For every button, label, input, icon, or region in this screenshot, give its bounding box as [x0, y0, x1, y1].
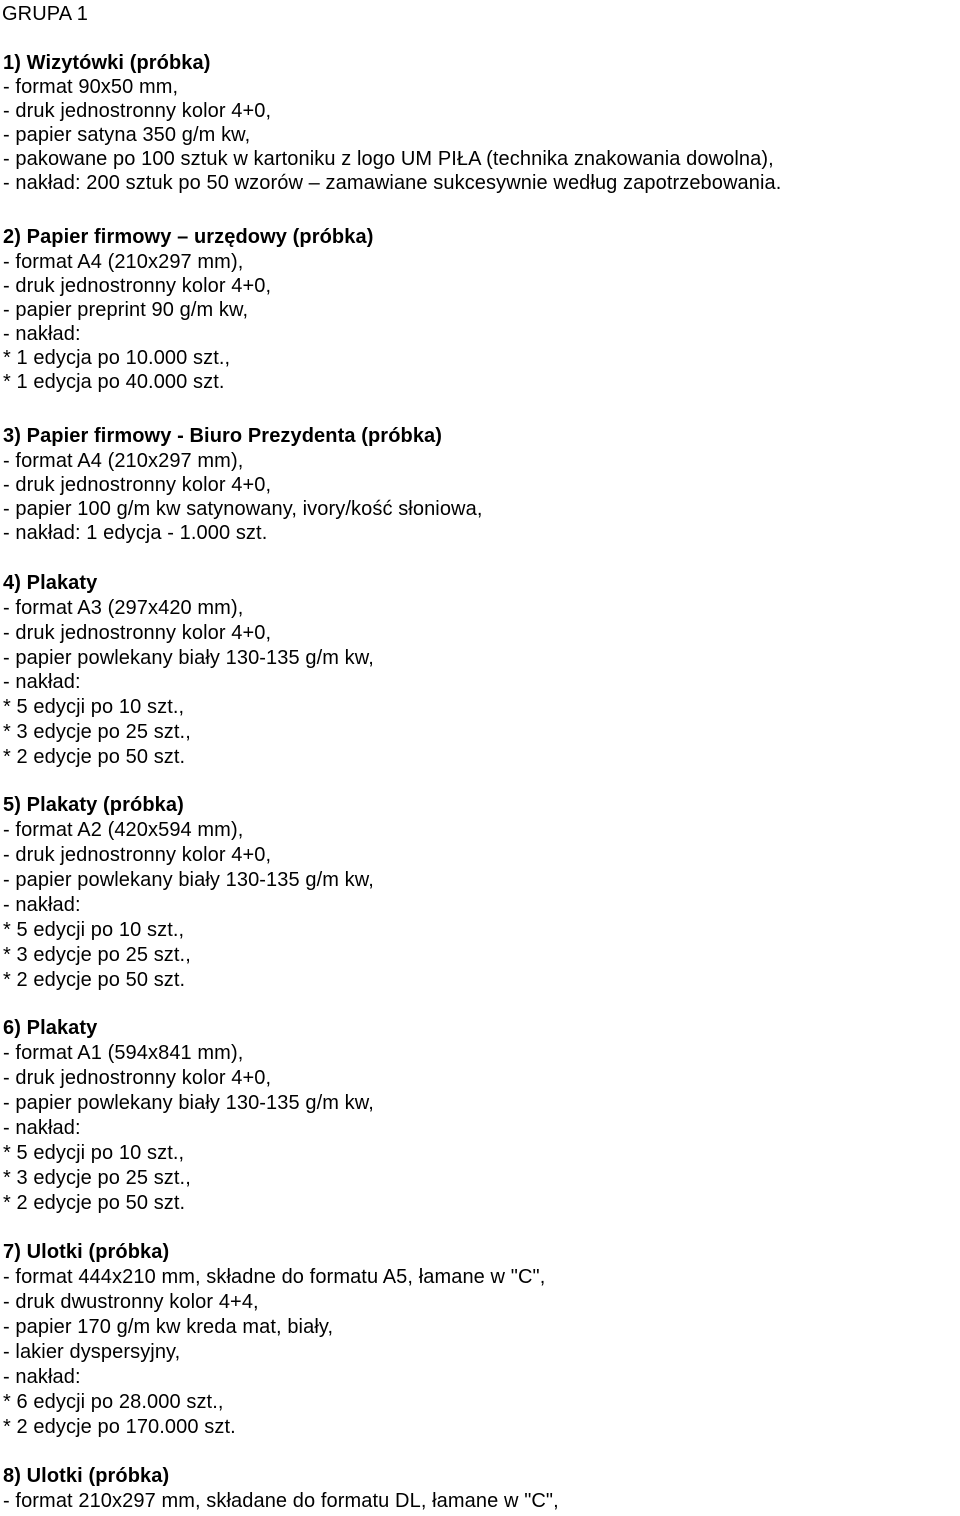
section-5-line: * 3 edycje po 25 szt., [3, 944, 191, 966]
section-5-line: - papier powlekany biały 130-135 g/m kw, [3, 869, 374, 891]
section-5-line: * 2 edycje po 50 szt. [3, 969, 186, 991]
section-2-line: * 1 edycja po 40.000 szt. [3, 371, 225, 393]
section-8-heading: 8) Ulotki (próbka) [3, 1465, 170, 1487]
section-6-heading: 6) Plakaty [3, 1017, 98, 1039]
section-6-line: * 5 edycji po 10 szt., [3, 1142, 185, 1164]
section-3-heading: 3) Papier firmowy - Biuro Prezydenta (próbka) [3, 425, 443, 447]
section-4-line: * 5 edycji po 10 szt., [3, 696, 185, 718]
section-2-line: - format A4 (210x297 mm), [3, 251, 244, 273]
section-1-line: - druk jednostronny kolor 4+0, [3, 100, 272, 122]
section-5-line: - druk jednostronny kolor 4+0, [3, 844, 272, 866]
section-5-line: - format A2 (420x594 mm), [3, 819, 244, 841]
section-3-line: - papier 100 g/m kw satynowany, ivory/kość słoniowa, [3, 498, 483, 520]
section-7-line: - papier 170 g/m kw kreda mat, biały, [3, 1316, 334, 1338]
section-4-line: - nakład: [3, 671, 81, 693]
section-1-line: - pakowane po 100 sztuk w kartoniku z logo UM PIŁA (technika znakowania dowolna), [3, 148, 774, 170]
section-4-line: * 2 edycje po 50 szt. [3, 746, 186, 768]
section-1-line: - papier satyna 350 g/m kw, [3, 124, 251, 146]
section-7-line: * 2 edycje po 170.000 szt. [3, 1416, 236, 1438]
section-6-line: - nakład: [3, 1117, 81, 1139]
section-7-line: - format 444x210 mm, składne do formatu A5, łamane w "C", [3, 1266, 546, 1288]
section-7-line: - lakier dyspersyjny, [3, 1341, 181, 1363]
section-4-line: - format A3 (297x420 mm), [3, 597, 244, 619]
section-3-line: - druk jednostronny kolor 4+0, [3, 474, 272, 496]
section-3-line: - nakład: 1 edycja - 1.000 szt. [3, 522, 268, 544]
section-2-line: - nakład: [3, 323, 81, 345]
section-1-line: - format 90x50 mm, [3, 76, 179, 98]
section-7-line: - druk dwustronny kolor 4+4, [3, 1291, 259, 1313]
section-4-heading: 4) Plakaty [3, 572, 98, 594]
section-5-heading: 5) Plakaty (próbka) [3, 794, 184, 816]
section-2-line: - druk jednostronny kolor 4+0, [3, 275, 272, 297]
section-6-line: - format A1 (594x841 mm), [3, 1042, 244, 1064]
section-2-heading: 2) Papier firmowy – urzędowy (próbka) [3, 226, 374, 248]
section-7-heading: 7) Ulotki (próbka) [3, 1241, 170, 1263]
section-6-line: * 2 edycje po 50 szt. [3, 1192, 186, 1214]
section-4-line: - druk jednostronny kolor 4+0, [3, 622, 272, 644]
section-5-line: * 5 edycji po 10 szt., [3, 919, 185, 941]
section-2-line: * 1 edycja po 10.000 szt., [3, 347, 231, 369]
section-7-line: * 6 edycji po 28.000 szt., [3, 1391, 224, 1413]
section-6-line: - druk jednostronny kolor 4+0, [3, 1067, 272, 1089]
section-6-line: * 3 edycje po 25 szt., [3, 1167, 191, 1189]
section-6-line: - papier powlekany biały 130-135 g/m kw, [3, 1092, 374, 1114]
section-4-line: - papier powlekany biały 130-135 g/m kw, [3, 647, 374, 669]
section-3-line: - format A4 (210x297 mm), [3, 450, 244, 472]
section-2-line: - papier preprint 90 g/m kw, [3, 299, 249, 321]
section-1-line: - nakład: 200 sztuk po 50 wzorów – zamawiane sukcesywnie według zapotrzebowania. [3, 172, 782, 194]
section-7-line: - nakład: [3, 1366, 81, 1388]
section-5-line: - nakład: [3, 894, 81, 916]
section-1-heading: 1) Wizytówki (próbka) [3, 52, 211, 74]
section-4-line: * 3 edycje po 25 szt., [3, 721, 191, 743]
group-title: GRUPA 1 [2, 3, 88, 25]
section-8-line: - format 210x297 mm, składane do formatu DL, łamane w "C", [3, 1490, 559, 1512]
